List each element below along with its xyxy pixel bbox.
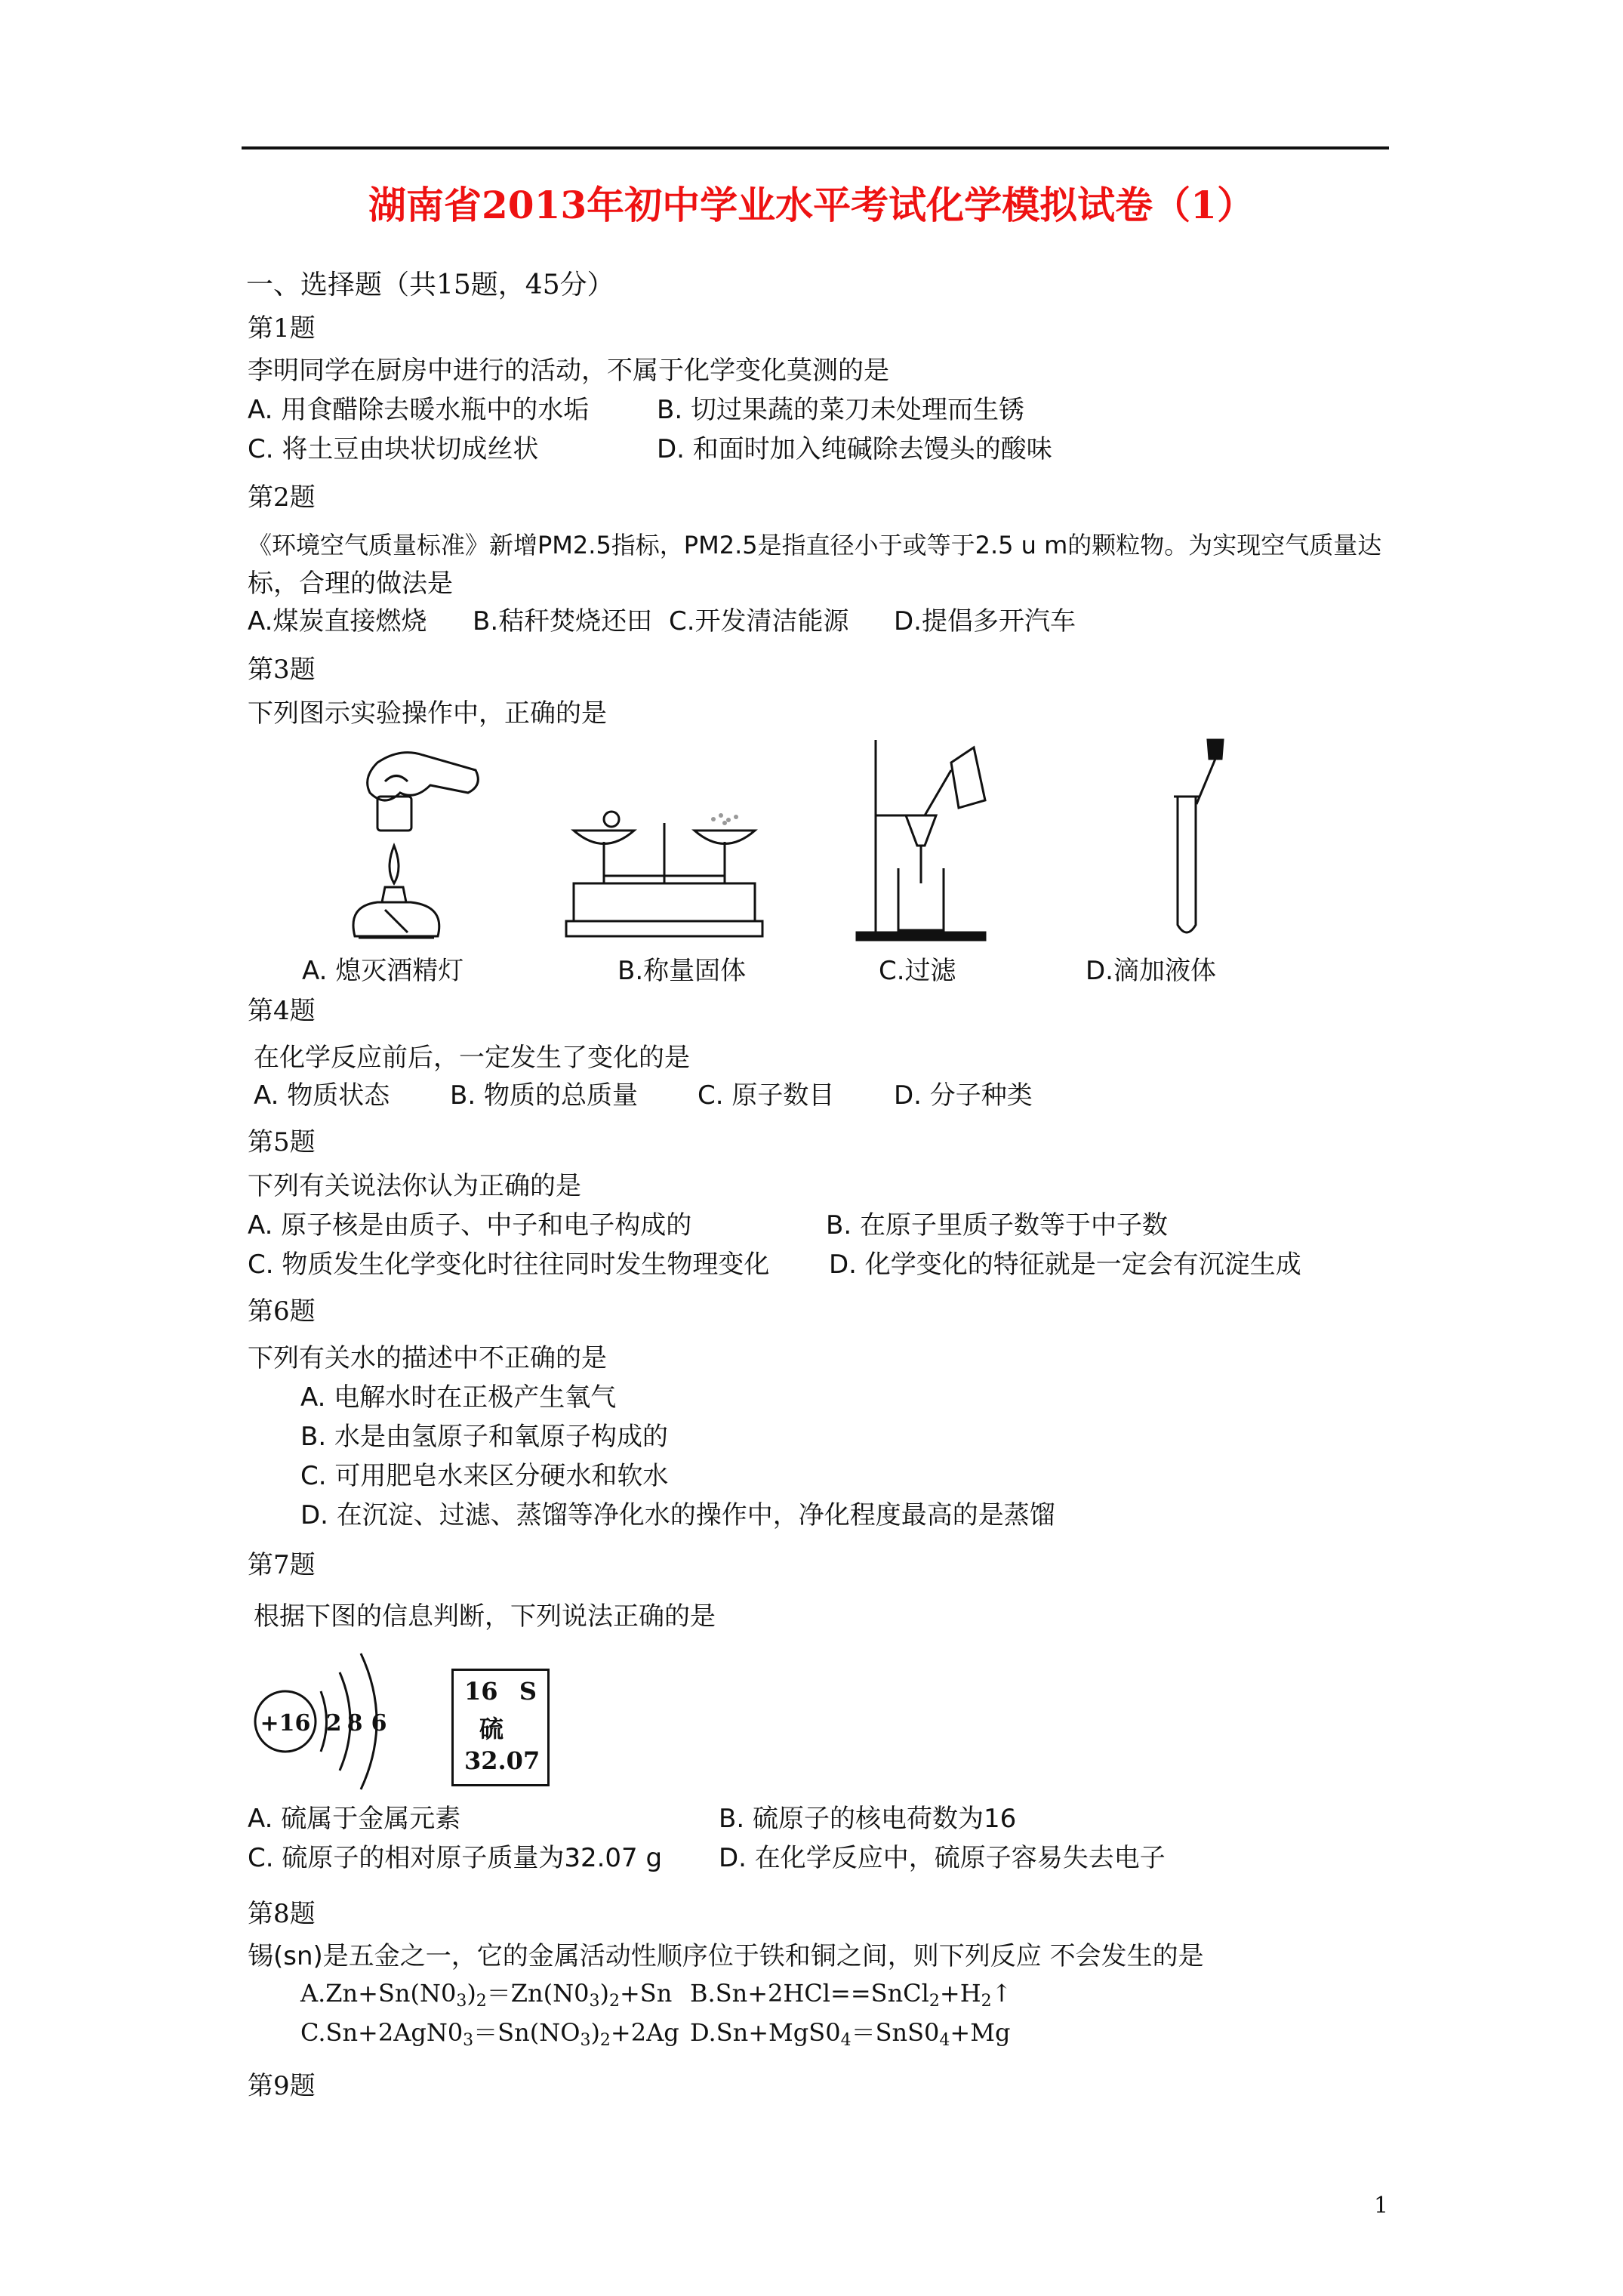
periodic-element-card [451, 1669, 550, 1786]
q2-stem-line1: 《环境空气质量标准》新增PM2.5指标，PM2.5是指直径小于或等于2.5 u m的颗粒物。为实现空气质量达 [248, 531, 1382, 559]
q2-stem-line2: 标，合理的做法是 [248, 569, 453, 599]
q2-option-a: A.煤炭直接燃烧 [248, 606, 427, 636]
element-symbol: S [519, 1677, 537, 1706]
q6-option-a: A. 电解水时在正极产生氧气 [300, 1382, 617, 1413]
q4-number: 第4题 [248, 996, 316, 1026]
q8-number: 第8题 [248, 1899, 316, 1929]
q6-option-b: B. 水是由氢原子和氧原子构成的 [300, 1422, 668, 1452]
q4-option-b: B. 物质的总质量 [450, 1080, 638, 1111]
q2-option-c: C.开发清洁能源 [669, 606, 849, 636]
q5-stem: 下列有关说法你认为正确的是 [248, 1171, 581, 1201]
section-heading: 一、选择题（共15题，45分） [246, 270, 614, 300]
q6-stem: 下列有关水的描述中不正确的是 [248, 1343, 607, 1373]
q9-number: 第9题 [248, 2071, 316, 2101]
q1-option-a: A. 用食醋除去暖水瓶中的水垢 [248, 395, 590, 425]
q7-stem: 根据下图的信息判断，下列说法正确的是 [254, 1601, 716, 1632]
q1-number: 第1题 [248, 313, 316, 344]
q7-option-a: A. 硫属于金属元素 [248, 1804, 461, 1834]
element-number: 16 [464, 1677, 498, 1706]
q1-stem: 李明同学在厨房中进行的活动，不属于化学变化莫测的是 [248, 356, 889, 386]
q6-option-d: D. 在沉淀、过滤、蒸馏等净化水的操作中，净化程度最高的是蒸馏 [300, 1500, 1055, 1530]
q7-option-d: D. 在化学反应中，硫原子容易失去电子 [719, 1843, 1166, 1873]
q8-option-c: $C.Sn+2AgN0_3=Sn(NO_3)_2+2Ag$ [300, 2018, 679, 2050]
q4-option-d: D. 分子种类 [894, 1080, 1033, 1111]
q2-option-d: D.提倡多开汽车 [894, 606, 1076, 636]
q2-option-b: B.秸秆焚烧还田 [473, 606, 653, 636]
q1-option-b: B. 切过果蔬的菜刀未处理而生锈 [657, 395, 1024, 425]
q8-option-d: $D.Sn+MgS0_4=SnS0_4+Mg$ [690, 2018, 1011, 2050]
q7-option-b: B. 硫原子的核电荷数为16 [719, 1804, 1017, 1834]
q3-option-d: D.滴加液体 [1086, 956, 1216, 986]
q8-option-b: $B.Sn+2HCl==SnCl_2+H_2↑$ [690, 1979, 1012, 2011]
q2-number: 第2题 [248, 482, 316, 513]
dropper-figure [1155, 736, 1238, 944]
q5-option-c: C. 物质发生化学变化时往往同时发生物理变化 [248, 1250, 770, 1280]
page-number: 1 [1374, 2193, 1389, 2219]
q4-stem: 在化学反应前后，一定发生了变化的是 [254, 1043, 690, 1073]
q6-number: 第6题 [248, 1296, 316, 1327]
q7-option-c: C. 硫原子的相对原子质量为32.07 g [248, 1843, 663, 1873]
header-rule [242, 146, 1389, 149]
q5-number: 第5题 [248, 1127, 316, 1157]
shell-2-electrons: 8 [346, 1710, 363, 1737]
q4-option-c: C. 原子数目 [698, 1080, 835, 1111]
q3-option-c: C.过滤 [879, 956, 956, 986]
q3-stem: 下列图示实验操作中，正确的是 [248, 698, 607, 729]
q5-option-a: A. 原子核是由质子、中子和电子构成的 [248, 1210, 692, 1240]
sulfur-atom-structure-diagram [249, 1646, 415, 1797]
shell-3-electrons: 6 [371, 1710, 387, 1737]
alcohol-lamp-figure [325, 740, 498, 944]
q3-option-a: A. 熄灭酒精灯 [302, 956, 464, 986]
shell-1-electrons: 2 [325, 1710, 342, 1737]
q4-option-a: A. 物质状态 [254, 1080, 390, 1111]
q1-option-d: D. 和面时加入纯碱除去馒头的酸味 [657, 434, 1052, 464]
element-name: 硫 [479, 1715, 504, 1743]
q3-number: 第3题 [248, 655, 316, 685]
element-mass: 32.07 [464, 1746, 540, 1775]
balance-figure [559, 800, 770, 951]
q6-option-c: C. 可用肥皂水来区分硬水和软水 [300, 1461, 669, 1491]
page-title: 湖南省2013年初中学业水平考试化学模拟试卷（1） [368, 183, 1255, 227]
q5-option-b: B. 在原子里质子数等于中子数 [826, 1210, 1168, 1240]
q7-number: 第7题 [248, 1550, 316, 1580]
q3-option-b: B.称量固体 [617, 956, 747, 986]
q5-option-d: D. 化学变化的特征就是一定会有沉淀生成 [829, 1250, 1301, 1280]
nucleus-charge: +16 [260, 1710, 311, 1737]
q8-stem: 锡(sn)是五金之一，它的金属活动性顺序位于铁和铜之间，则下列反应 不会发生的是 [248, 1941, 1204, 1971]
filtration-figure [853, 732, 989, 944]
q1-option-c: C. 将土豆由块状切成丝状 [248, 434, 539, 464]
q8-option-a: $A.Zn+Sn(N0_3)_2=Zn(N0_3)_2+Sn$ [300, 1979, 673, 2011]
